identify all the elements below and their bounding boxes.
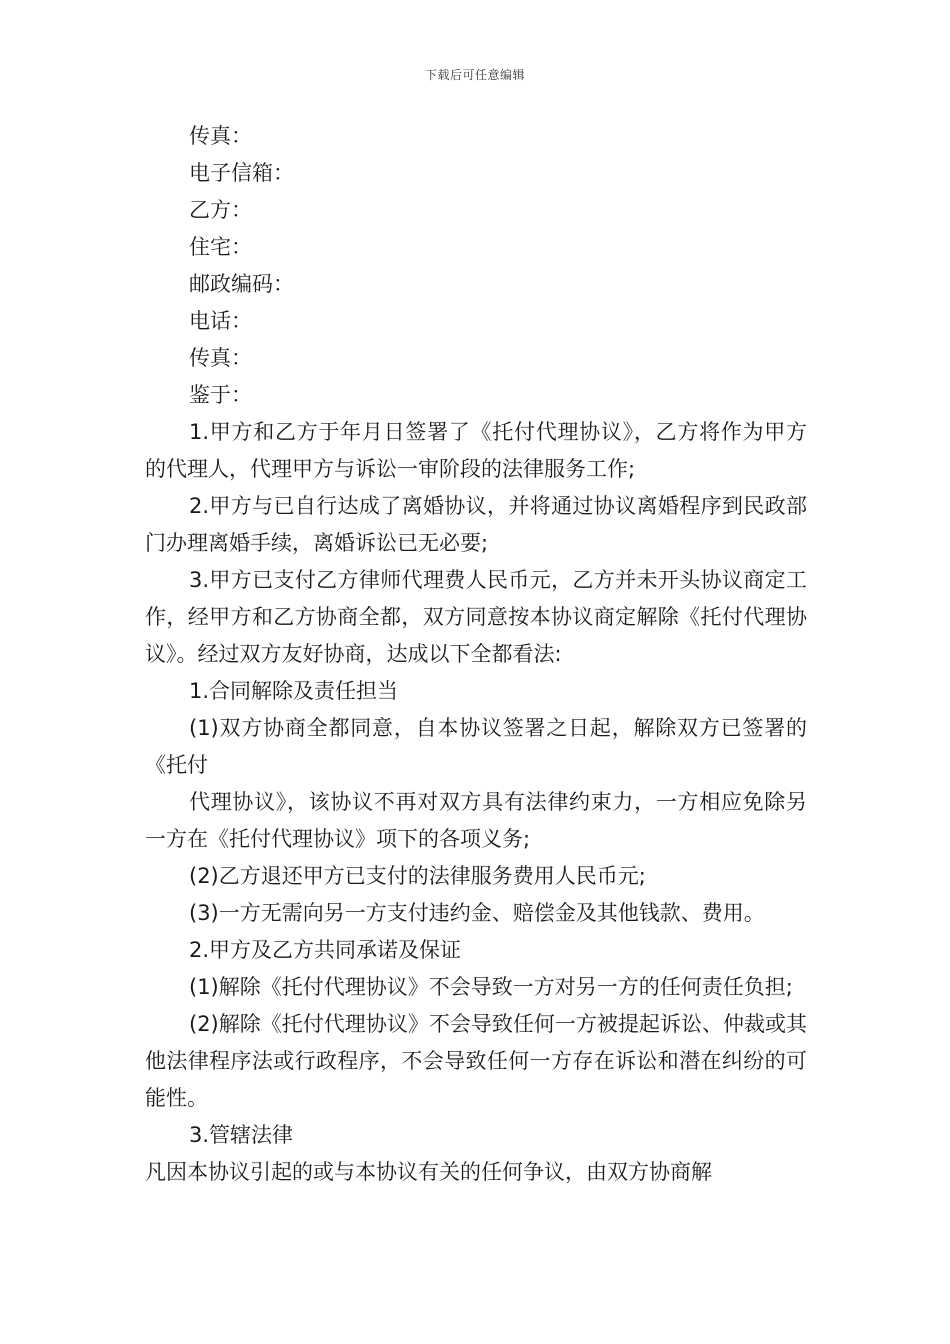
section-3-text: 凡因本协议引起的或与本协议有关的任何争议，由双方协商解 — [145, 1160, 712, 1184]
recital-2: 2.甲方与已自行达成了离婚协议，并将通过协议离婚程序到民政部门办理离婚手续，离婚诉讼已无必要; — [145, 494, 807, 555]
field-fax: 传真： — [189, 124, 252, 148]
section-1-item-3: (3)一方无需向另一方支付违约金、赔偿金及其他钱款、费用。 — [189, 901, 765, 925]
field-fax-b: 传真： — [189, 346, 252, 370]
section-1-item-2: (2)乙方退还甲方已支付的法律服务费用人民币元; — [189, 864, 646, 888]
field-email: 电子信箱： — [189, 161, 294, 185]
section-1-item-1: (1)双方协商全都同意，自本协议签署之日起，解除双方已签署的《托付 — [145, 716, 807, 777]
field-party-b: 乙方： — [189, 198, 252, 222]
section-1-heading: 1.合同解除及责任担当 — [189, 679, 399, 703]
page-header: 下载后可任意编辑 — [424, 68, 525, 82]
recital-1: 1.甲方和乙方于年月日签署了《托付代理协议》，乙方将作为甲方的代理人，代理甲方与诉讼一审阶段的法律服务工作; — [145, 420, 807, 481]
field-residence: 住宅： — [189, 235, 252, 259]
recital-3: 3.甲方已支付乙方律师代理费人民币元，乙方并未开头协议商定工作，经甲方和乙方协商全都，双方同意按本协议商定解除《托付代理协议》。经过双方友好协商，达成以下全都看法: — [145, 568, 807, 666]
section-3-heading: 3.管辖法律 — [189, 1123, 294, 1147]
field-postal-code: 邮政编码： — [189, 272, 294, 296]
section-1-item-1-cont: 代理协议》，该协议不再对双方具有法律约束力，一方相应免除另一方在《托付代理协议》项下的各项义务; — [145, 790, 807, 851]
section-2-heading: 2.甲方及乙方共同承诺及保证 — [189, 938, 462, 962]
field-phone: 电话： — [189, 309, 252, 333]
document-body — [145, 118, 807, 1191]
section-2-item-2: (2)解除《托付代理协议》不会导致任何一方被提起诉讼、仲裁或其他法律程序法或行政程序，不会导致任何一方存在诉讼和潜在纠纷的可能性。 — [145, 1012, 807, 1110]
section-2-item-1: (1)解除《托付代理协议》不会导致一方对另一方的任何责任负担; — [189, 975, 793, 999]
field-whereas: 鉴于： — [189, 383, 252, 407]
